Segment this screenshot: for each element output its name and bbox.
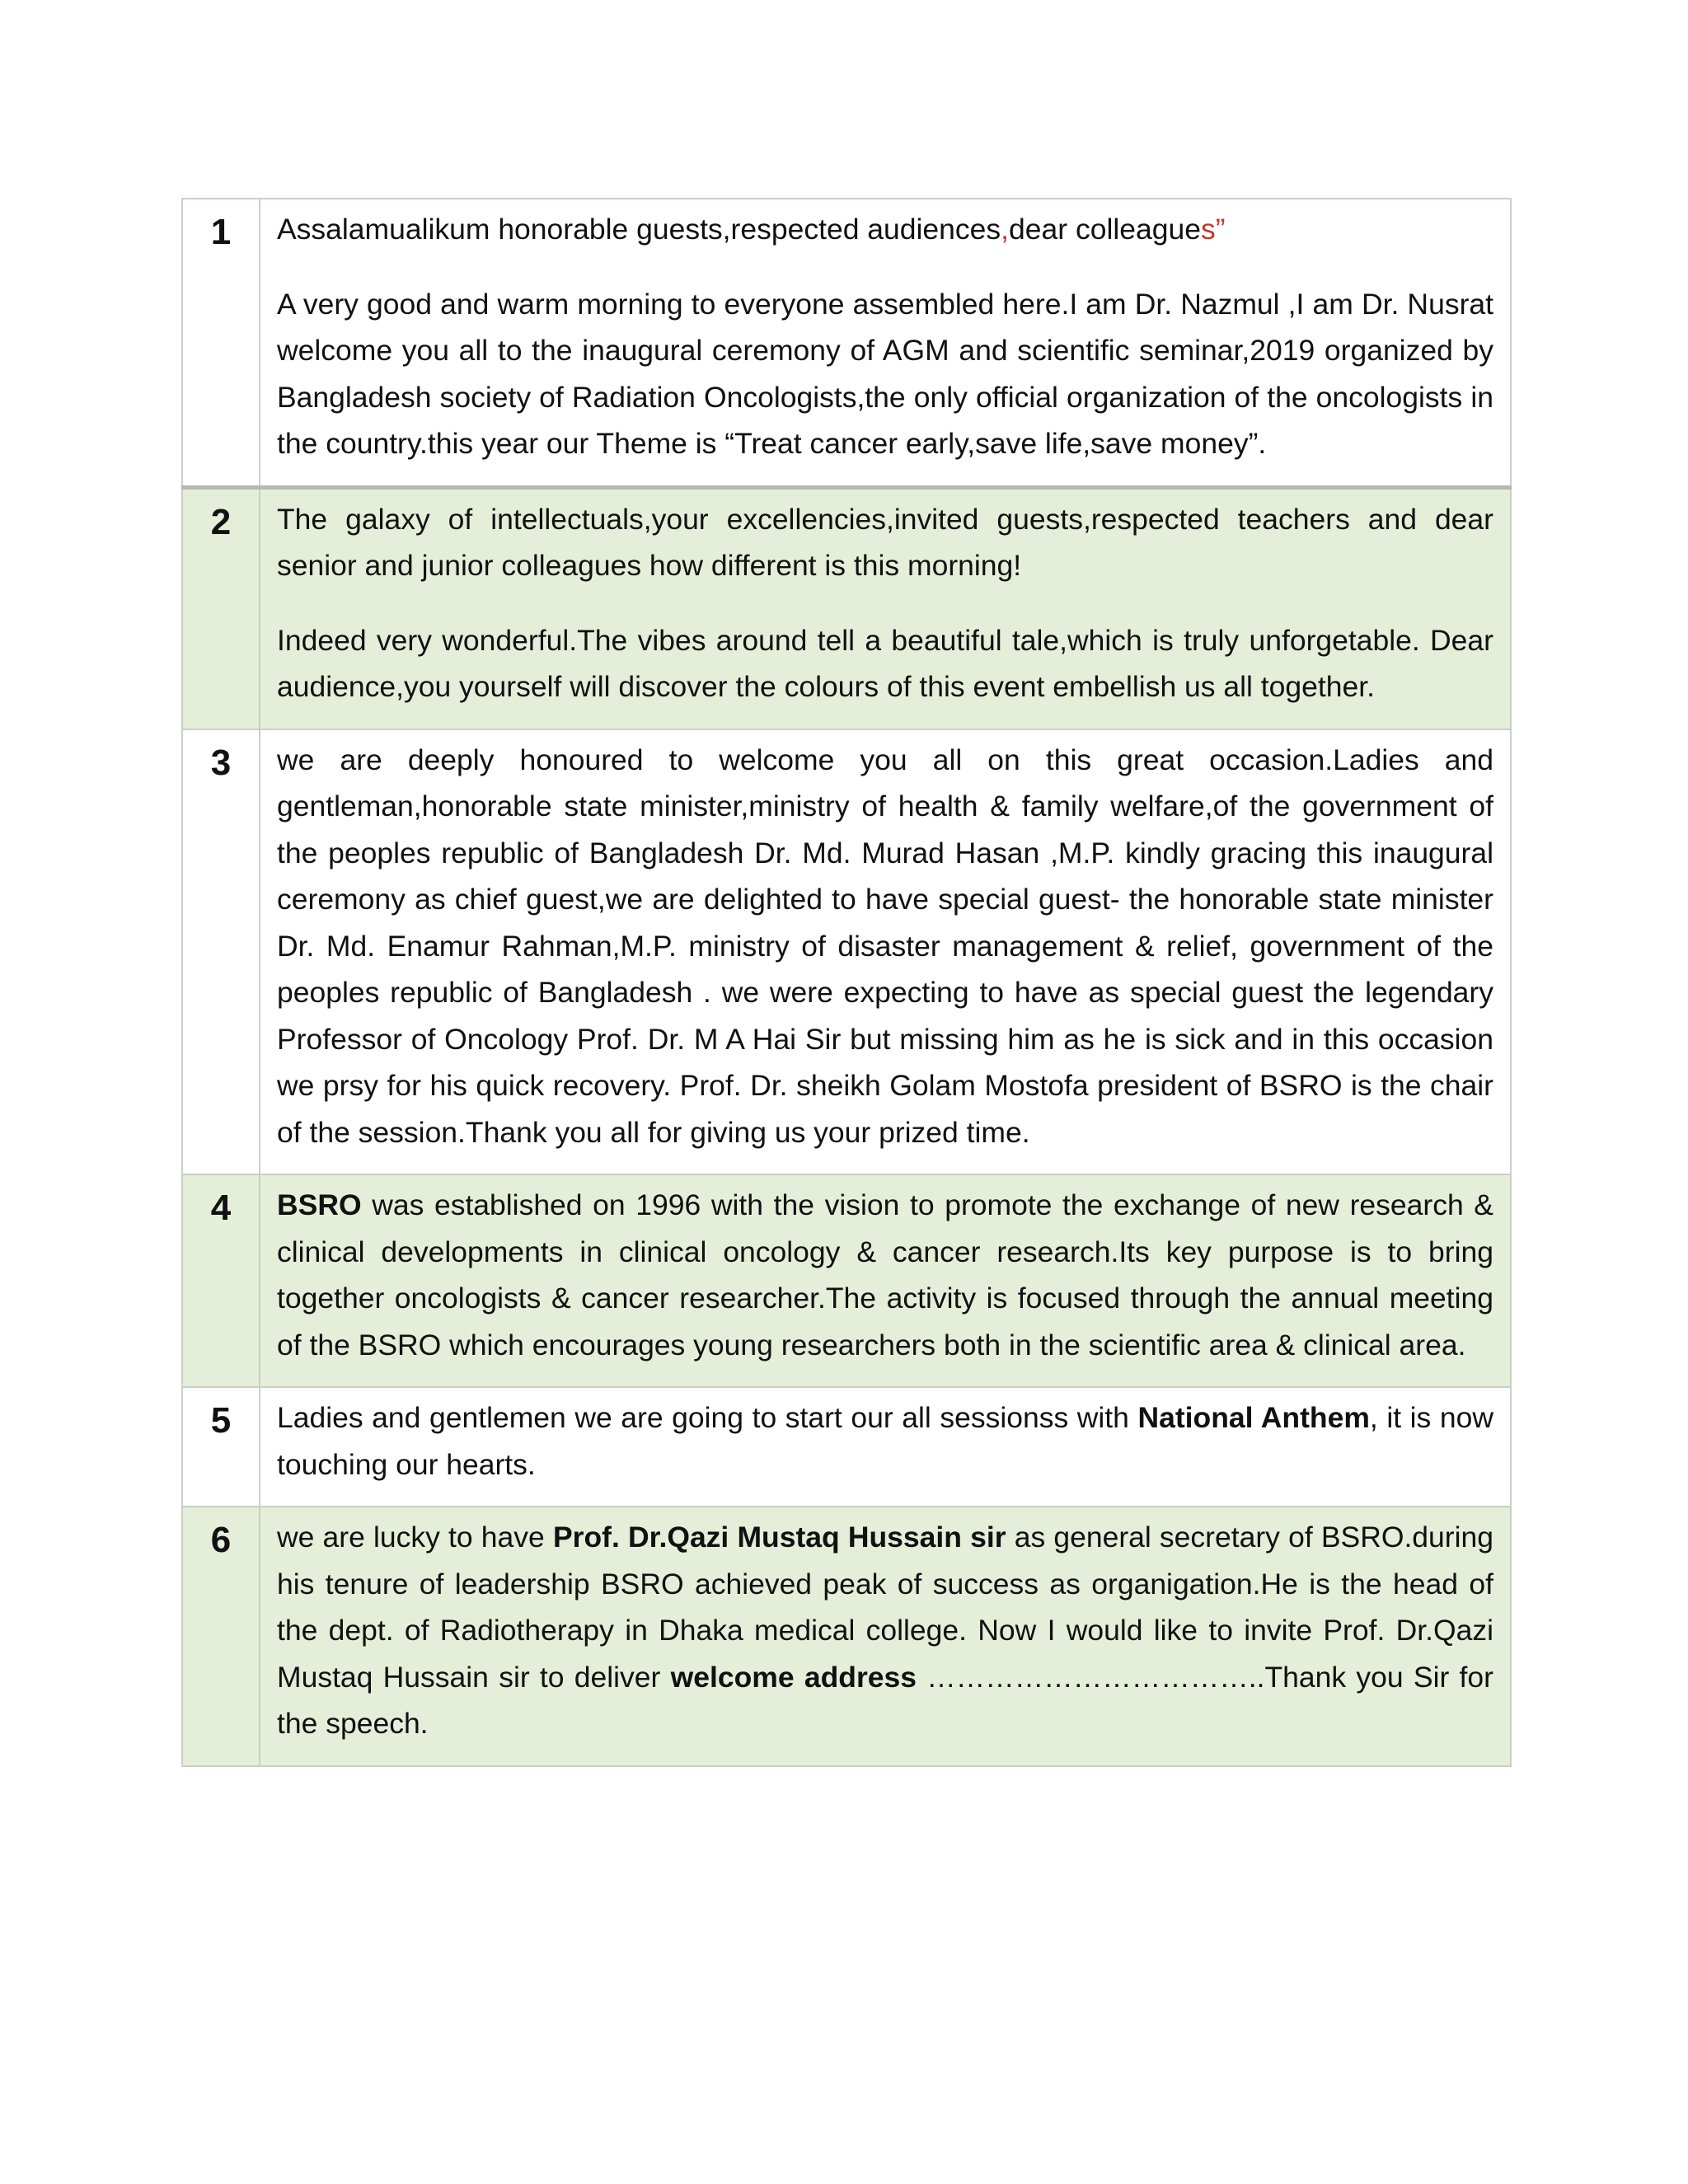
row-text (260, 1174, 1511, 1387)
red-quote: ” (1215, 213, 1226, 246)
paragraph (277, 1514, 1493, 1747)
row-number: 3 (182, 729, 260, 1175)
row-number: 6 (182, 1507, 260, 1766)
text-run: , it is now touching our hearts. (277, 1401, 1493, 1481)
bold-text: Prof. Dr.Qazi Mustaq Hussain sir (552, 1521, 1006, 1554)
table-row (182, 199, 1511, 487)
text-run: ……………………………..Thank you Sir for the speech. (277, 1660, 1493, 1740)
table-row (182, 1387, 1511, 1507)
row-number: 2 (182, 487, 260, 729)
text-run: Ladies and gentlemen we are going to start our all sessionss with (277, 1401, 1138, 1434)
bold-text: National Anthem (1137, 1401, 1370, 1434)
ceremony-script-table (181, 198, 1512, 1767)
row-text (260, 1387, 1511, 1507)
text-run: Assalamualikum honorable guests,respected audiences (277, 213, 1001, 246)
paragraph (277, 1182, 1493, 1368)
paragraph (277, 206, 1493, 253)
row-number: 5 (182, 1387, 260, 1507)
bold-text: welcome address (670, 1660, 917, 1694)
table-row (182, 487, 1511, 729)
paragraph (277, 1394, 1493, 1488)
paragraph: A very good and warm morning to everyone assembled here.I am Dr. Nazmul ,I am Dr. Nusrat welcome you all to the inaugural ceremony of AGM and scientific seminar,2019 organized by Bangladesh society of Radiation Oncologists,the only official organization of the oncologists in the country.this year our Theme is “Treat cancer early,save life,save money”. (277, 287, 1493, 460)
row-text (260, 729, 1511, 1175)
row-number: 4 (182, 1174, 260, 1387)
text-run: was established on 1996 with the vision to promote the exchange of new research & clinical developments in clinical oncology & cancer research.Its key purpose is to bring together oncologists & cancer researcher.The activity is focused through the annual meeting of the BSRO which encourages young researchers both in the scientific area & clinical area. (277, 1188, 1493, 1361)
paragraph: The galaxy of intellectuals,your excellencies,invited guests,respected teachers and dear senior and junior colleagues how different is this morning! (277, 502, 1493, 582)
table-row (182, 729, 1511, 1175)
table-row (182, 1507, 1511, 1766)
table-row (182, 1174, 1511, 1387)
text-run: as general secretary of BSRO.during his tenure of leadership BSRO achieved peak of success as organigation.He is the head of the dept. of Radiotherapy in Dhaka medical college. Now I would like to invite Prof. Dr.Qazi Mustaq Hussain sir to deliver (277, 1521, 1493, 1694)
text-run: dear colleague (1009, 213, 1201, 246)
row-text (260, 487, 1511, 729)
row-text (260, 1507, 1511, 1766)
bold-text: BSRO (277, 1188, 362, 1221)
row-number: 1 (182, 199, 260, 487)
paragraph: we are deeply honoured to welcome you all on this great occasion.Ladies and gentleman,honorable state minister,ministry of health & family welfare,of the government of the peoples republic of Bangladesh Dr. Md. Murad Hasan ,M.P. kindly gracing this inaugural ceremony as chief guest,we are delighted to have special guest- the honorable state minister Dr. Md. Enamur Rahman,M.P. ministry of disaster management & relief, government of the peoples republic of Bangladesh . we were expecting to have as special guest the legendary Professor of Oncology Prof. Dr. M A Hai Sir but missing him as he is sick and in this occasion we prsy for his quick recovery. Prof. Dr. sheikh Golam Mostofa president of BSRO is the chair of the session.Thank you all for giving us your prized time. (277, 743, 1493, 1149)
red-comma: , (1001, 213, 1010, 246)
red-letter: s (1200, 213, 1216, 246)
row-text (260, 199, 1511, 487)
paragraph: Indeed very wonderful.The vibes around tell a beautiful tale,which is truly unforgetable. Dear audience,you yourself will discover the colours of this event embellish us all together. (277, 623, 1493, 703)
text-run: we are lucky to have (277, 1521, 553, 1554)
